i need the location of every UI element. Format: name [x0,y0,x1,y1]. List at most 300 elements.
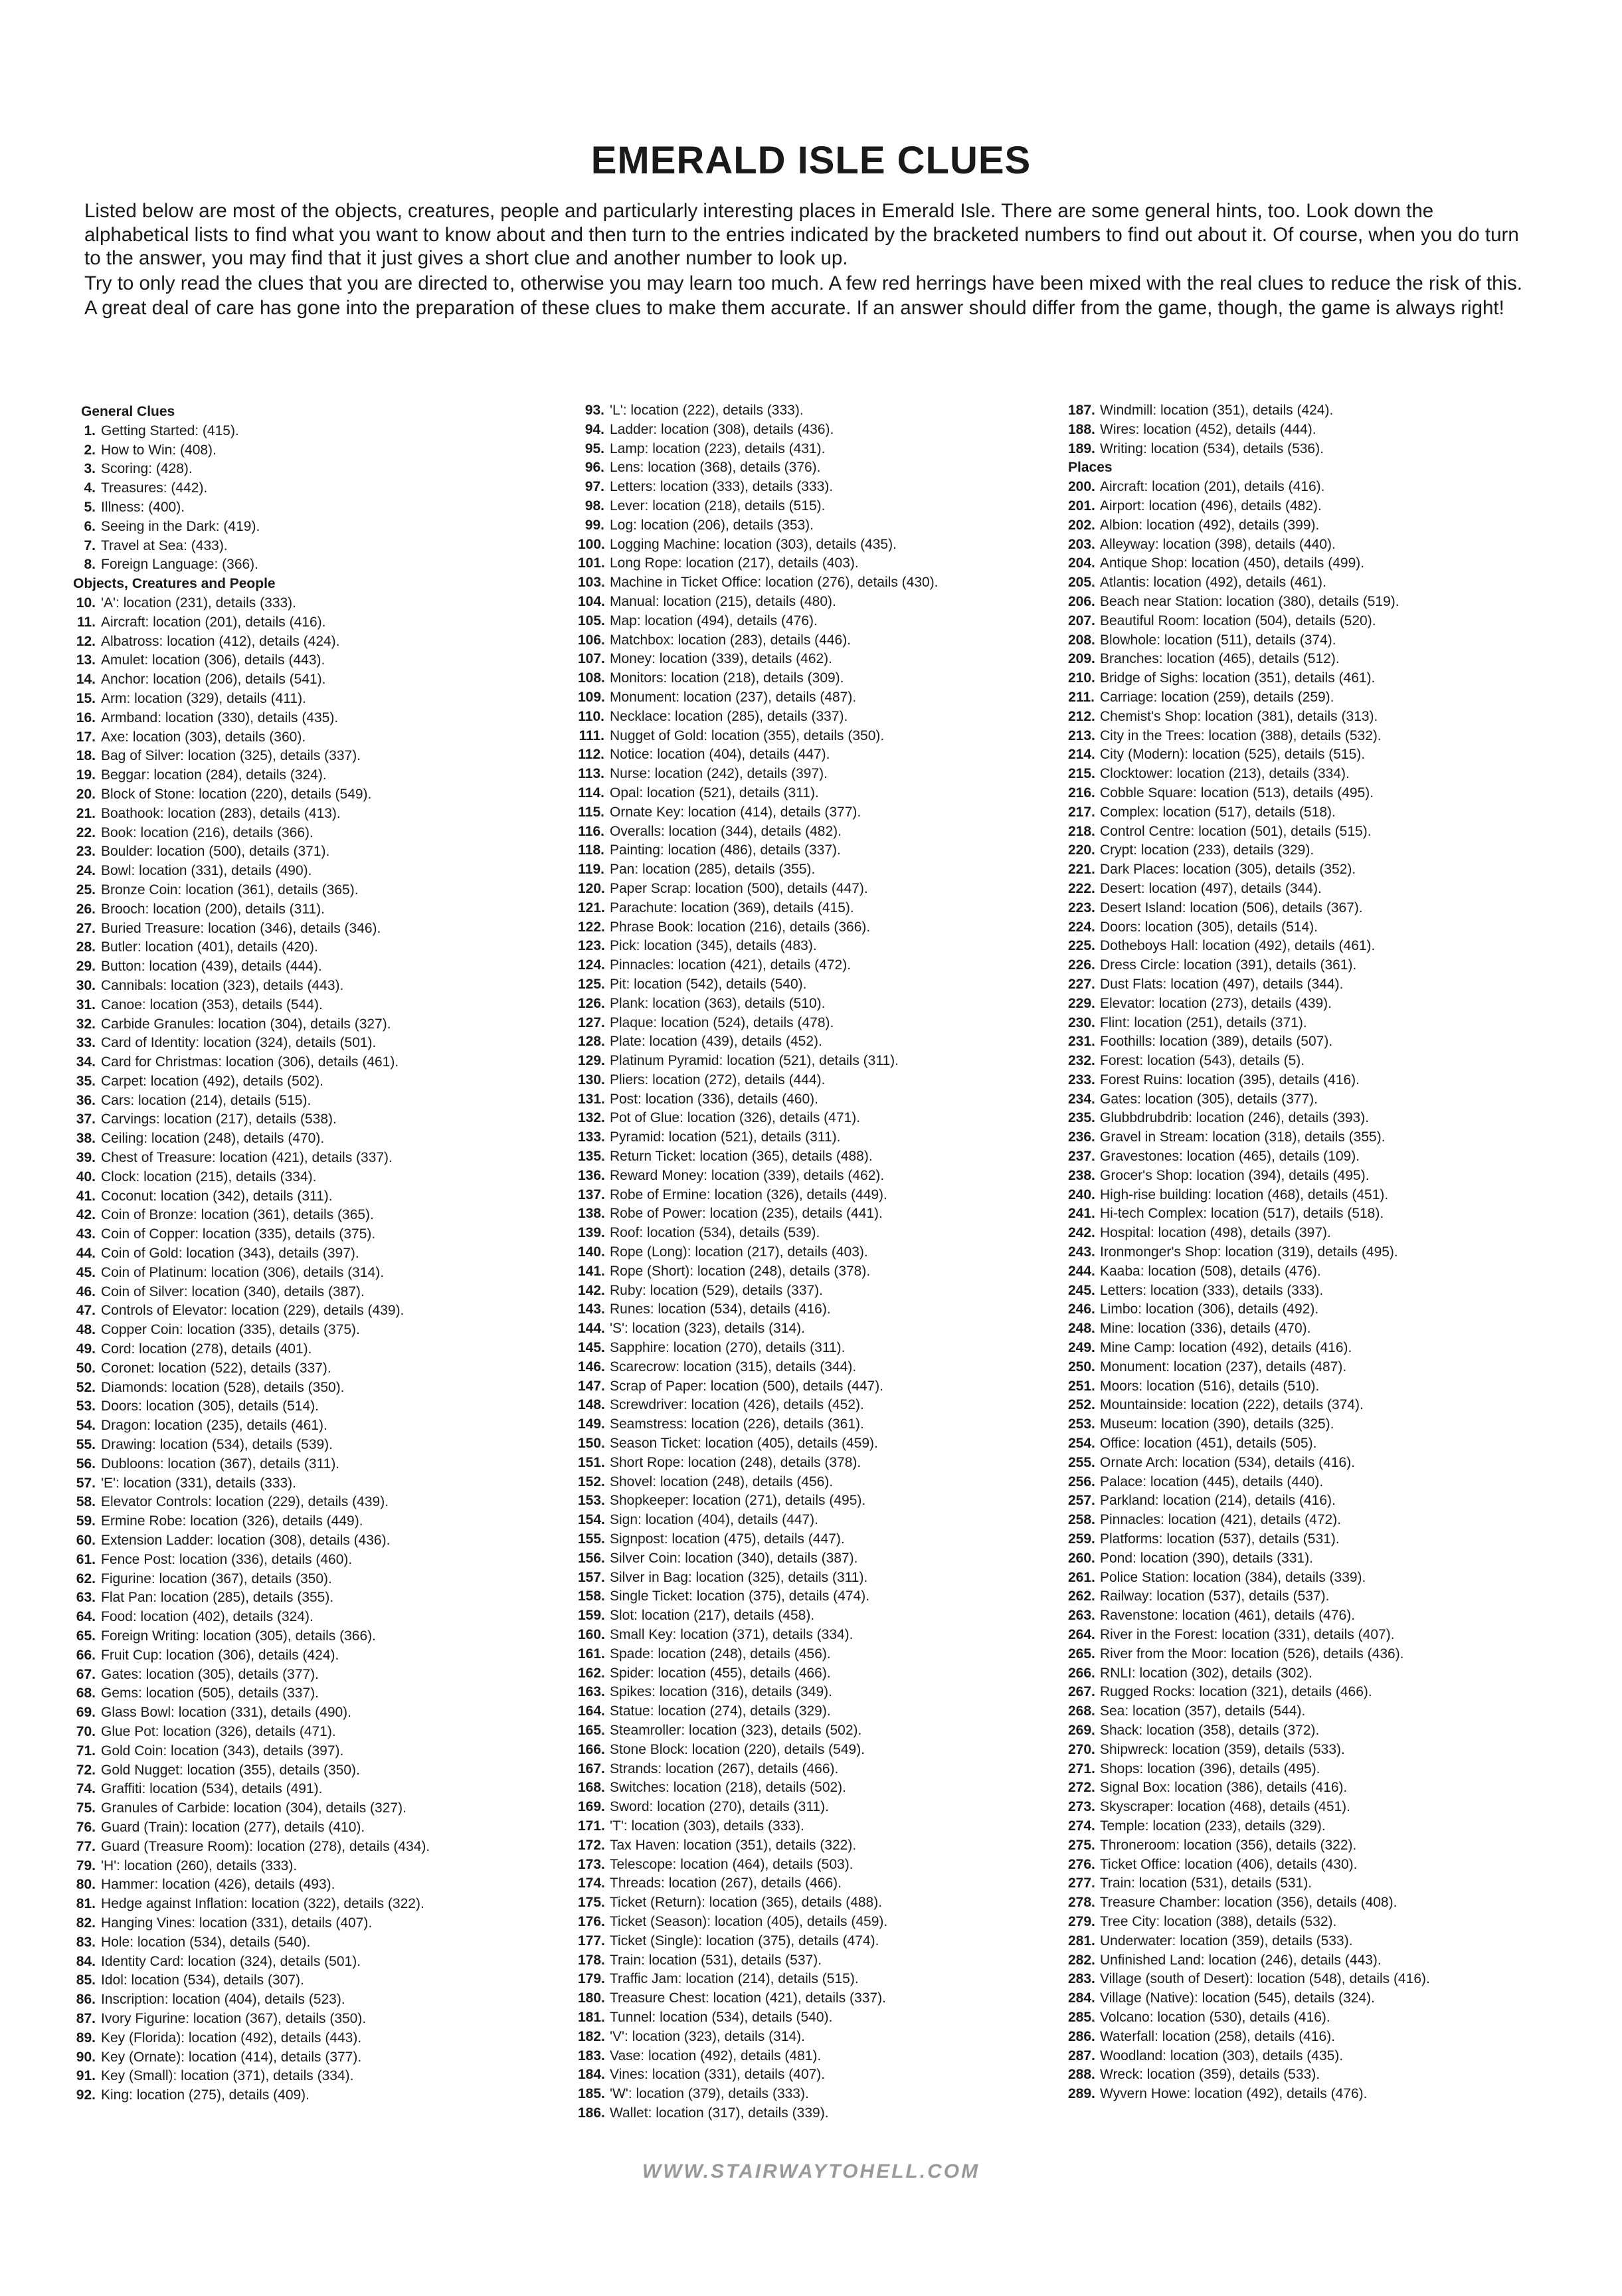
clue-text: Season Ticket: location (405), details (459). [610,1436,878,1452]
clue-text: Strands: location (267), details (466). [610,1761,839,1776]
clue-text: King: location (275), details (409). [101,2087,310,2103]
clue-entry [1068,1778,1430,1798]
clue-text: Notice: location (404), details (447). [610,747,830,763]
clue-entry [578,1071,939,1090]
clue-number: 86. [76,1992,96,2008]
clue-entry [73,479,430,498]
clue-text: Shops: location (396), details (495). [1100,1761,1320,1776]
clue-number: 12. [76,633,96,649]
clue-entry [578,1989,939,2008]
clue-number: 278. [1068,1895,1095,1911]
clue-number: 5. [84,499,96,515]
clue-number: 48. [76,1322,96,1338]
clue-text: Forest: location (543), details (5). [1100,1053,1305,1069]
clue-entry [73,1168,430,1187]
clue-text: Lamp: location (223), details (431). [610,440,826,456]
clue-number: 135. [578,1149,605,1165]
clue-number: 47. [76,1303,96,1319]
clue-text: 'A': location (231), details (333). [101,595,296,611]
clue-number: 150. [578,1436,605,1452]
clue-entry [578,1913,939,1932]
clue-number: 66. [76,1647,96,1663]
clue-text: Bag of Silver: location (325), details (337). [101,748,361,764]
clue-entry [1068,822,1430,842]
clue-entry [578,2065,939,2085]
clue-number: 225. [1068,938,1095,954]
clue-entry [1068,1798,1430,1817]
clue-number: 84. [76,1953,96,1969]
clue-text: Control Centre: location (501), details (515). [1100,823,1372,839]
clue-text: Copper Coin: location (335), details (375). [101,1322,360,1338]
clue-entry [1068,1645,1430,1664]
clue-entry [73,862,430,881]
clue-text: Treasures: (442). [101,480,208,496]
clue-text: Pan: location (285), details (355). [610,862,816,878]
clue-number: 34. [76,1054,96,1070]
clue-number: 236. [1068,1129,1095,1145]
clue-text: Pond: location (390), details (331). [1100,1550,1314,1566]
clue-entry [578,1874,939,1893]
clue-entry [578,1951,939,1970]
clue-entry [73,1588,430,1608]
clue-number: 256. [1068,1474,1095,1489]
clue-text: Platforms: location (537), details (531). [1100,1531,1340,1547]
clue-text: Robe of Power: location (235), details (441). [610,1206,883,1222]
clue-number: 249. [1068,1340,1095,1356]
clue-number: 76. [76,1819,96,1835]
clue-number: 131. [578,1091,605,1107]
clue-text: Nurse: location (242), details (397). [610,766,828,782]
clue-text: Pinnacles: location (421), details (472). [1100,1512,1342,1528]
clue-number: 104. [578,593,605,609]
clue-number: 222. [1068,880,1095,896]
clue-entry [73,2010,430,2029]
clue-entry [578,1760,939,1779]
clue-entry [578,1147,939,1167]
clue-entry [73,1818,430,1838]
clue-text: Money: location (339), details (462). [610,651,833,667]
clue-number: 139. [578,1225,605,1241]
clue-entry [1068,1262,1430,1282]
clue-number: 209. [1068,651,1095,667]
clue-entry [73,460,430,479]
clue-text: Lever: location (218), details (515). [610,498,826,514]
clue-entry [73,1015,430,1034]
clue-number: 255. [1068,1454,1095,1470]
clue-entry [578,2104,939,2123]
clue-entry [578,1645,939,1664]
clue-entry [578,573,939,593]
clue-entry [73,747,430,766]
clue-text: Carriage: location (259), details (259). [1100,689,1334,705]
clue-text: Ruby: location (529), details (337). [610,1282,823,1298]
clue-text: Monument: location (237), details (487). [610,689,857,705]
clue-entry [578,1167,939,1186]
clue-entry [578,421,939,440]
clue-entry [578,593,939,612]
clue-entry [578,1454,939,1473]
clue-number: 6. [84,518,96,534]
clue-entry [578,1262,939,1282]
clue-number: 240. [1068,1187,1095,1202]
section-heading: Places [1068,460,1113,476]
clue-text: Identity Card: location (324), details (501). [101,1953,361,1969]
clue-entry [1068,1434,1430,1454]
clue-number: 36. [76,1092,96,1108]
clue-text: Coin of Gold: location (343), details (397). [101,1246,359,1262]
clue-number: 189. [1068,440,1095,456]
clue-text: Illness: (400). [101,499,185,515]
clue-text: Coin of Bronze: location (361), details (365). [101,1207,374,1223]
clue-number: 165. [578,1722,605,1738]
clue-number: 71. [76,1743,96,1759]
clue-number: 263. [1068,1608,1095,1624]
clue-entry [73,1990,430,2010]
clue-entry [1068,841,1430,860]
clue-number: 60. [76,1533,96,1549]
clue-entry [73,709,430,728]
clue-entry [578,937,939,956]
clue-number: 204. [1068,555,1095,571]
clue-number: 254. [1068,1436,1095,1452]
clue-text: Elevator: location (273), details (439). [1100,995,1332,1011]
clue-entry [1068,2065,1430,2085]
clue-text: Small Key: location (371), details (334). [610,1627,854,1642]
clue-number: 166. [578,1741,605,1757]
clue-number: 44. [76,1246,96,1262]
clue-number: 202. [1068,517,1095,533]
clue-text: Threads: location (267), details (466). [610,1875,842,1891]
clue-text: Carvings: location (217), details (538). [101,1111,337,1127]
clue-number: 123. [578,938,605,954]
clue-entry [578,688,939,708]
clue-number: 1. [84,423,96,438]
clue-number: 25. [76,882,96,898]
clue-number: 169. [578,1799,605,1815]
clue-number: 85. [76,1972,96,1988]
clue-number: 127. [578,1014,605,1030]
clue-entry [73,651,430,670]
clue-number: 153. [578,1493,605,1509]
clue-entry [73,1953,430,1972]
clue-number: 155. [578,1531,605,1547]
clue-number: 272. [1068,1780,1095,1796]
clue-number: 7. [84,537,96,553]
clue-number: 128. [578,1034,605,1050]
clue-entry [578,1970,939,1989]
clue-number: 141. [578,1263,605,1279]
clue-text: Rope (Long): location (217), details (403). [610,1244,868,1260]
clue-number: 248. [1068,1321,1095,1337]
clue-entry [578,631,939,650]
clue-entry [578,1014,939,1033]
clue-text: Log: location (206), details (353). [610,517,814,533]
clue-number: 95. [585,440,604,456]
clue-entry [578,1204,939,1224]
intro-paragraph: Listed below are most of the objects, creatures, people and particularly interesting places in Emerald Isle. There are some general hints, too. Look down the alphabetical lists to find what you want to know about and then turn to the entries indicated by the bracketed numbers to find out about it. Of course, when you do turn to the answer, you may find that it just gives a short clue and another number to look up. [84,200,1519,269]
clue-number: 138. [578,1206,605,1222]
clue-entry [1068,765,1430,784]
clue-text: Shovel: location (248), details (456). [610,1474,834,1489]
clue-text: Coin of Silver: location (340), details (387). [101,1284,365,1299]
clue-entry [578,458,939,478]
clue-entry [73,1359,430,1379]
clue-number: 221. [1068,862,1095,878]
clue-entry [73,1283,430,1302]
clue-text: Scarecrow: location (315), details (344). [610,1359,857,1375]
clue-entry [1068,1243,1430,1262]
clue-number: 14. [76,672,96,688]
clue-text: Ticket Office: location (406), details (430). [1100,1856,1358,1872]
clue-text: Waterfall: location (258), details (416). [1100,2028,1336,2044]
clue-entry [578,1549,939,1569]
clue-number: 59. [76,1513,96,1529]
clue-column-3 [1068,401,1430,2104]
clue-entry [1068,573,1430,593]
clue-entry [73,498,430,518]
clue-text: Seeing in the Dark: (419). [101,518,260,534]
clue-text: Wreck: location (359), details (533). [1100,2067,1320,2083]
clue-entry [73,842,430,862]
clue-text: Guard (Train): location (277), details (410). [101,1819,365,1835]
clue-number: 33. [76,1035,96,1051]
clue-entry [1068,918,1430,937]
clue-text: Antique Shop: location (450), details (499). [1100,555,1365,571]
clue-number: 130. [578,1072,605,1088]
clue-text: Alleyway: location (398), details (440). [1100,536,1336,552]
clue-number: 167. [578,1761,605,1776]
clue-text: Limbo: location (306), details (492). [1100,1301,1319,1317]
clue-text: Ticket (Single): location (375), details (474). [610,1933,879,1949]
clue-text: Hospital: location (498), details (397). [1100,1225,1331,1241]
clue-number: 109. [578,689,605,705]
clue-number: 4. [84,480,96,496]
clue-text: Fruit Cup: location (306), details (424). [101,1647,339,1663]
clue-text: Book: location (216), details (366). [101,824,314,840]
clue-number: 269. [1068,1722,1095,1738]
clue-text: Dragon: location (235), details (461). [101,1418,327,1434]
clue-text: Ornate Arch: location (534), details (416). [1100,1454,1356,1470]
clue-entry [73,1838,430,1857]
clue-number: 142. [578,1282,605,1298]
clue-number: 205. [1068,575,1095,591]
clue-entry [73,518,430,537]
clue-text: Dress Circle: location (391), details (361). [1100,957,1357,973]
clue-entry [578,1702,939,1721]
clue-entry [1068,688,1430,708]
clue-entry [578,554,939,573]
clue-text: Bowl: location (331), details (490). [101,863,312,879]
clue-entry [1068,1147,1430,1167]
clue-number: 164. [578,1703,605,1719]
clue-text: Beach near Station: location (380), details (519). [1100,593,1399,609]
clue-text: Map: location (494), details (476). [610,613,818,628]
clue-entry [578,784,939,803]
clue-number: 151. [578,1454,605,1470]
clue-entry [1068,1874,1430,1893]
clue-text: Desert: location (497), details (344). [1100,880,1322,896]
clue-entry [1068,937,1430,956]
clue-text: Lens: location (368), details (376). [610,460,821,476]
clue-text: Plank: location (363), details (510). [610,995,826,1011]
clue-text: Wyvern Howe: location (492), details (476). [1100,2086,1368,2102]
clue-text: Statue: location (274), details (329). [610,1703,831,1719]
clue-text: Getting Started: (415). [101,423,239,438]
clue-entry [578,1358,939,1377]
clue-entry [1068,1090,1430,1109]
clue-number: 242. [1068,1225,1095,1241]
clue-text: Windmill: location (351), details (424). [1100,403,1334,418]
clue-text: Chest of Treasure: location (421), details (337). [101,1150,393,1166]
clue-number: 22. [76,824,96,840]
clue-text: Shipwreck: location (359), details (533). [1100,1741,1345,1757]
clue-number: 54. [76,1418,96,1434]
clue-entry [578,2028,939,2047]
clue-number: 42. [76,1207,96,1223]
clue-entry [1068,1702,1430,1721]
clue-text: Rope (Short): location (248), details (378). [610,1263,871,1279]
clue-text: Pinnacles: location (421), details (472). [610,957,852,973]
clue-number: 232. [1068,1053,1095,1069]
clue-entry [73,1512,430,1531]
clue-number: 64. [76,1609,96,1625]
clue-entry [578,880,939,899]
clue-entry [1068,1951,1430,1970]
clue-entry [73,728,430,747]
clue-text: Gates: location (305), details (377). [101,1666,319,1682]
clue-number: 50. [76,1360,96,1376]
clue-number: 179. [578,1971,605,1987]
clue-entry [73,1110,430,1129]
clue-text: Desert Island: location (506), details (367). [1100,900,1363,915]
clue-number: 180. [578,1990,605,2006]
clue-number: 69. [76,1705,96,1721]
clue-entry [1068,1282,1430,1301]
clue-entry [1068,1760,1430,1779]
clue-text: Kaaba: location (508), details (476). [1100,1263,1321,1279]
clue-entry [73,1742,430,1761]
clue-text: Card of Identity: location (324), details (501). [101,1035,377,1051]
clue-entry [73,824,430,843]
clue-text: Pit: location (542), details (540). [610,976,807,992]
clue-entry [73,422,430,441]
clue-text: Pyramid: location (521), details (311). [610,1129,841,1145]
clue-entry [73,613,430,632]
clue-entry [73,1875,430,1895]
clue-entry [578,1128,939,1147]
clue-entry [73,1416,430,1436]
clue-text: High-rise building: location (468), details (451). [1100,1187,1389,1202]
clue-text: Short Rope: location (248), details (378). [610,1454,861,1470]
clue-number: 279. [1068,1913,1095,1929]
clue-text: Plate: location (439), details (452). [610,1034,822,1050]
clue-text: Telescope: location (464), details (503). [610,1856,854,1872]
clue-number: 287. [1068,2048,1095,2063]
clue-text: Shopkeeper: location (271), details (495). [610,1493,866,1509]
clue-number: 52. [76,1379,96,1395]
clue-number: 77. [76,1838,96,1854]
clue-number: 101. [578,555,605,571]
clue-column-2 [578,401,939,2123]
clue-number: 119. [578,862,604,878]
clue-text: Pot of Glue: location (326), details (471). [610,1110,861,1126]
clue-entry [578,1511,939,1530]
clue-text: Monument: location (237), details (487). [1100,1359,1347,1375]
clue-number: 70. [76,1723,96,1739]
clue-number: 229. [1068,995,1095,1011]
clue-number: 11. [76,614,96,630]
clue-entry [1068,1549,1430,1569]
clue-text: Button: location (439), details (444). [101,959,322,975]
clue-number: 257. [1068,1493,1095,1509]
clue-entry [578,1836,939,1856]
clue-entry [578,1569,939,1588]
clue-text: Letters: location (333), details (333). [1100,1282,1324,1298]
clue-text: Buried Treasure: location (346), details (346). [101,920,381,936]
clue-text: Sapphire: location (270), details (311). [610,1340,846,1356]
clue-entry [73,1436,430,1455]
clue-entry [578,956,939,975]
clue-entry [73,2086,430,2105]
clue-text: Moors: location (516), details (510). [1100,1378,1320,1394]
clue-text: Gems: location (505), details (337). [101,1685,319,1701]
clue-entry [1068,1358,1430,1377]
clue-entry [578,975,939,995]
clue-number: 187. [1068,403,1095,418]
clue-text: Treasure Chamber: location (356), details (408). [1100,1895,1397,1911]
clue-text: Wires: location (452), details (444). [1100,421,1316,437]
clue-number: 28. [76,939,96,955]
clue-entry [1068,860,1430,880]
clue-number: 161. [578,1646,605,1662]
clue-entry [1068,478,1430,497]
clue-entry [578,1377,939,1396]
clue-entry [578,1090,939,1109]
clue-number: 23. [76,844,96,860]
clue-text: Dotheboys Hall: location (492), details (461). [1100,938,1376,954]
clue-text: Return Ticket: location (365), details (488). [610,1149,873,1165]
clue-number: 30. [76,977,96,993]
clue-entry [578,1415,939,1434]
clue-column-1 [73,403,430,2105]
clue-entry [1068,1339,1430,1358]
clue-entry [73,881,430,900]
clue-text: Gates: location (305), details (377). [1100,1091,1318,1107]
clue-text: Carpet: location (492), details (502). [101,1073,324,1089]
clue-text: Nugget of Gold: location (355), details (350). [610,727,885,743]
clue-entry [578,918,939,937]
clue-text: Village (Native): location (545), details (324). [1100,1990,1375,2006]
clue-text: Inscription: location (404), details (523). [101,1992,345,2008]
clue-number: 27. [76,920,96,936]
clue-entry [1068,1128,1430,1147]
clue-number: 201. [1068,498,1095,514]
clue-text: Anchor: location (206), details (541). [101,672,326,688]
clue-text: Fence Post: location (336), details (460). [101,1551,353,1567]
clue-text: Reward Money: location (339), details (462). [610,1167,885,1183]
page-title: EMERALD ISLE CLUES [590,139,1032,182]
clue-number: 3. [84,461,96,477]
clue-entry [1068,1511,1430,1530]
clue-number: 26. [76,901,96,917]
intro-paragraph: Try to only read the clues that you are directed to, otherwise you may learn too much. A few red herrings have been mixed with the real clues to reduce the risk of this. [84,272,1522,294]
clue-entry [73,977,430,996]
clue-number: 162. [578,1665,605,1681]
clue-text: Diamonds: location (528), details (350). [101,1379,345,1395]
clue-entry [1068,1109,1430,1128]
clue-entry [1068,1377,1430,1396]
clue-number: 29. [76,959,96,975]
